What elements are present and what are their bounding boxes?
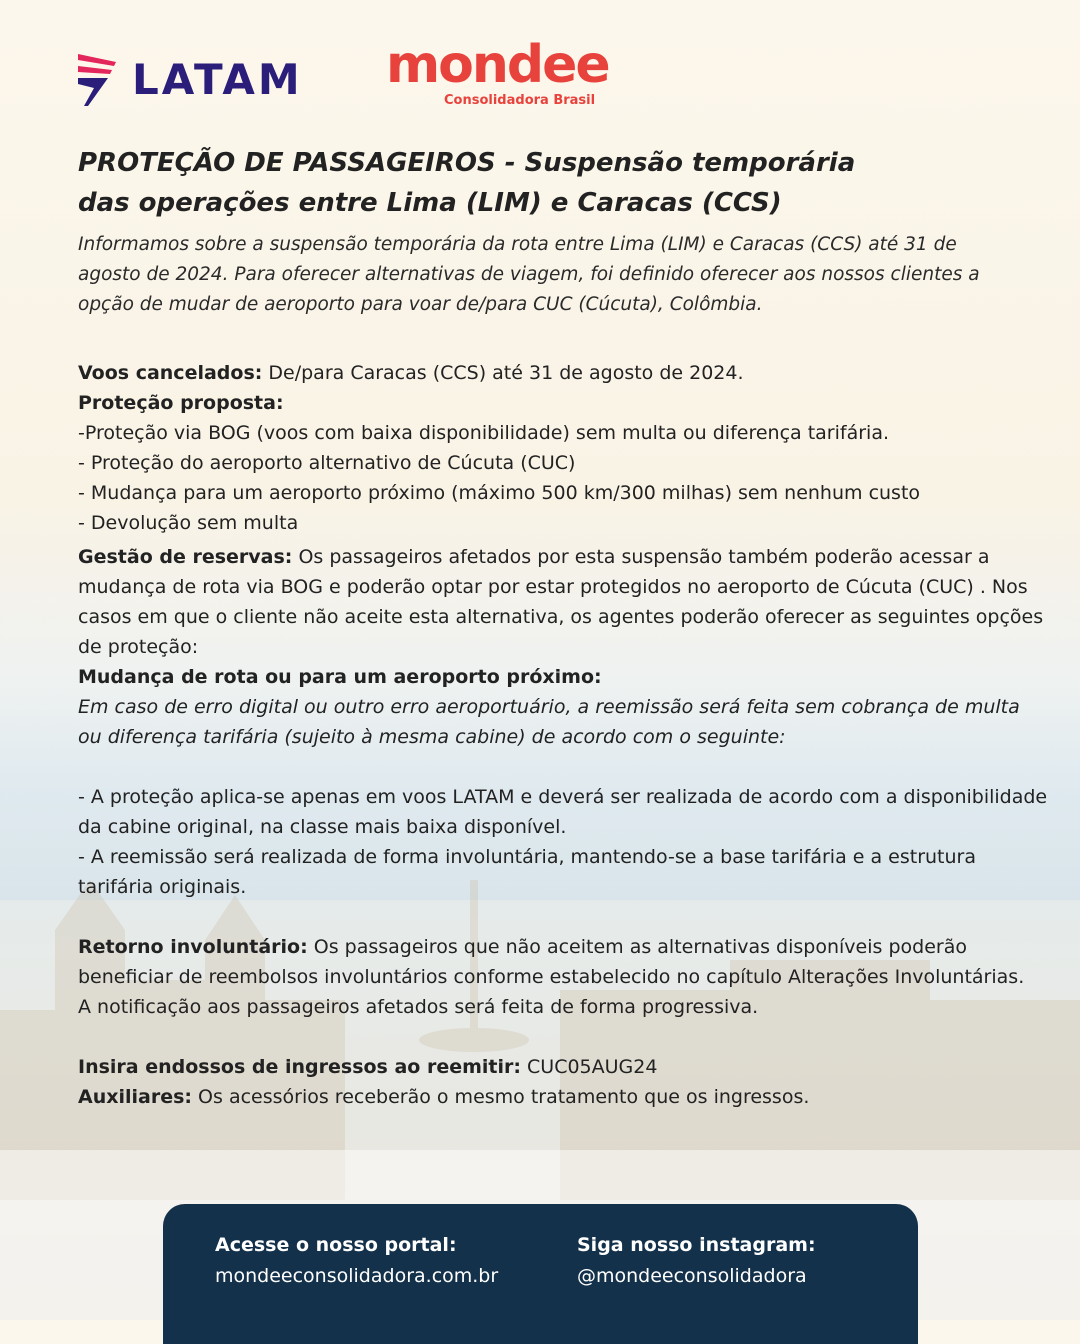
refund-label: Retorno involuntário: bbox=[78, 936, 308, 958]
auxiliaries bbox=[78, 1082, 1048, 1112]
intro-paragraph: Informamos sobre a suspensão temporária da rota entre Lima (LIM) e Caracas (CCS) até 31 de agosto de 2024. Para oferecer alternativas de viagem, foi definido oferecer aos nossos clientes a opção de mudar de aeroporto para voar de/para CUC (Cúcuta), Colômbia. bbox=[78, 234, 980, 315]
notification-text: A notificação aos passageiros afetados será feita de forma progressiva. bbox=[78, 996, 759, 1018]
portal-label: Acesse o nosso portal: bbox=[215, 1234, 457, 1256]
notice-body bbox=[78, 358, 1048, 1112]
protection-item: - Proteção do aeroporto alternativo de Cúcuta (CUC) bbox=[78, 452, 576, 474]
mondee-subtitle: Consolidadora Brasil bbox=[444, 93, 596, 108]
reroute-heading: Mudança de rota ou para um aeroporto próximo: bbox=[78, 666, 602, 688]
protection-item: - Devolução sem multa bbox=[78, 512, 299, 534]
protection-item: -Proteção via BOG (voos com baixa disponibilidade) sem multa ou diferença tarifária. bbox=[78, 422, 889, 444]
reroute-item: - A reemissão será realizada de forma involuntária, mantendo-se a base tarifária e a estrutura tarifária originais. bbox=[78, 846, 977, 898]
booking-label: Gestão de reservas: bbox=[78, 546, 293, 568]
protection-item: - Mudança para um aeroporto próximo (máximo 500 km/300 milhas) sem nenhum custo bbox=[78, 482, 921, 504]
latam-logo-icon bbox=[76, 48, 120, 108]
cancelled-flights bbox=[78, 358, 1048, 388]
mondee-wordmark: mondee bbox=[386, 35, 609, 95]
protection-heading: Proteção proposta: bbox=[78, 392, 284, 414]
reroute-item: - A proteção aplica-se apenas em voos LATAM e deverá ser realizada de acordo com a disponibilidade da cabine original, na classe mais baixa disponível. bbox=[78, 786, 1048, 838]
instagram-label: Siga nosso instagram: bbox=[577, 1234, 816, 1256]
booking-text: Os passageiros afetados por esta suspensão também poderão acessar a mudança de rota via BOG e poderão optar por estar protegidos no aeroporto de Cúcuta (CUC) . Nos casos em que o cliente não aceite esta alternativa, os agentes poderão oferecer as seguintes opções de proteção: bbox=[78, 546, 1044, 658]
footer-instagram bbox=[577, 1230, 816, 1292]
endorsement bbox=[78, 1052, 1048, 1082]
title-line-2: das operações entre Lima (LIM) e Caracas (CCS) bbox=[78, 188, 782, 218]
instagram-link[interactable]: @mondeeconsolidadora bbox=[577, 1265, 807, 1287]
booking-management bbox=[78, 542, 1048, 662]
portal-link[interactable]: mondeeconsolidadora.com.br bbox=[215, 1265, 499, 1287]
mondee-logo bbox=[386, 35, 616, 118]
latam-logo bbox=[76, 48, 336, 112]
cancelled-label: Voos cancelados: bbox=[78, 362, 263, 384]
endorsement-label: Insira endossos de ingressos ao reemitir: bbox=[78, 1056, 521, 1078]
title-line-1: PROTEÇÃO DE PASSAGEIROS - Suspensão temporária bbox=[78, 148, 856, 178]
page-title bbox=[78, 143, 978, 223]
aux-text: Os acessórios receberão o mesmo tratamento que os ingressos. bbox=[192, 1086, 810, 1108]
footer-portal bbox=[215, 1230, 498, 1292]
endorsement-value: CUC05AUG24 bbox=[520, 1056, 658, 1078]
reroute-note: Em caso de erro digital ou outro erro aeroportuário, a reemissão será feita sem cobrança de multa ou diferença tarifária (sujeito à mesma cabine) de acordo com o seguinte: bbox=[78, 696, 1020, 748]
cancelled-text: De/para Caracas (CCS) até 31 de agosto de 2024. bbox=[262, 362, 744, 384]
involuntary-return bbox=[78, 932, 1048, 992]
latam-wordmark: LATAM bbox=[132, 55, 303, 104]
footer-banner bbox=[163, 1204, 918, 1344]
refund-text: Os passageiros que não aceitem as alternativas disponíveis poderão beneficiar de reembolsos involuntários conforme estabelecido no capítulo Alterações Involuntárias. bbox=[78, 936, 1025, 988]
aux-label: Auxiliares: bbox=[78, 1086, 193, 1108]
